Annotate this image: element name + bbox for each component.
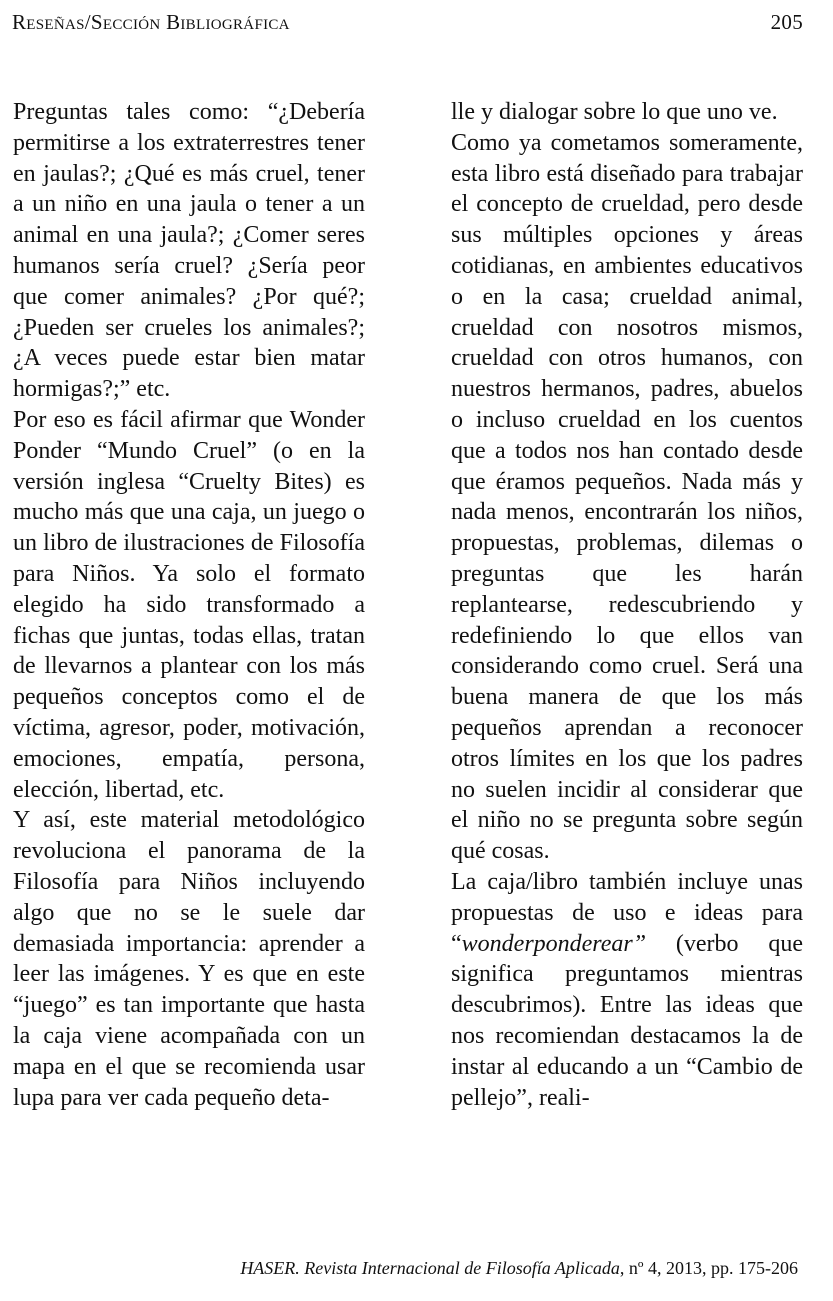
paragraph: Preguntas tales como: “¿Debería permitirse a los extraterrestres tener en jaulas?; ¿Qué es más cruel, tener a un niño en una jaula o tener a un animal en una jaula?; ¿Comer seres humanos sería cruel? ¿Sería peor que comer animales? ¿Por qué?; ¿Pueden ser crueles los animales?; ¿A veces puede estar bien matar hormigas?;” etc. [13, 99, 365, 403]
page-number: 205 [770, 10, 803, 34]
italic-term: wonderponderear” [461, 930, 647, 957]
paragraph-text: La caja/libro también incluye unas propuestas de uso e ideas para “ [451, 868, 803, 957]
paragraph: Y así, este material metodológico revoluciona el panorama de la Filosofía para Niños incluyendo algo que no se le suele dar demasiada importancia: aprender a leer las imágenes. Y es que en este “juego” es tan importante que hasta la caja viene acompañada con un mapa en el que se recomienda usar lupa para ver cada pequeño deta- [13, 807, 365, 1111]
paragraph-text: (verbo que significa preguntamos mientras descubrimos). Entre las ideas que nos recomiendan destacamos la de instar al educando a un “Cambio de pellejo”, reali- [451, 930, 803, 1111]
paragraph [451, 867, 803, 1113]
journal-name: HASER. Revista Internacional de Filosofía Aplicada [240, 1258, 620, 1278]
right-column [451, 97, 803, 1113]
paragraph: Por eso es fácil afirmar que Wonder Ponder “Mundo Cruel” (o en la versión inglesa “Cruelty Bites) es mucho más que una caja, un juego o un libro de ilustraciones de Filosofía para Niños. Ya solo el formato elegido ha sido transformado a fichas que juntas, todas ellas, tratan de llevarnos a plantear con los más pequeños conceptos como el de víctima, agresor, poder, motivación, emociones, empatía, persona, elección, libertad, etc. [13, 406, 365, 803]
section-title: Reseñas/Sección Bibliográfica [12, 10, 290, 34]
issue-details: , nº 4, 2013, pp. 175-206 [619, 1258, 798, 1278]
journal-footer [240, 1258, 798, 1279]
left-column [13, 97, 365, 1113]
paragraph: lle y dialogar sobre lo que uno ve. [451, 99, 778, 125]
paragraph: Como ya cometamos someramente, esta libro está diseñado para trabajar el concepto de crueldad, pero desde sus múltiples opciones y áreas cotidianas, en ambientes educativos o en la casa; crueldad animal, crueldad con nosotros mismos, crueldad con otros humanos, con nuestros hermanos, padres, abuelos o incluso crueldad en los cuentos que a todos nos han contado desde que éramos pequeños. Nada más y nada menos, encontrarán los niños, propuestas, problemas, dilemas o preguntas que les harán replantearse, redescubriendo y redefiniendo lo que ellos van considerando como cruel. Será una buena manera de que los más pequeños aprendan a reconocer otros límites en los que los padres no suelen incidir al considerar que el niño no se pregunta sobre según qué cosas. [451, 129, 803, 865]
running-header [12, 10, 803, 38]
